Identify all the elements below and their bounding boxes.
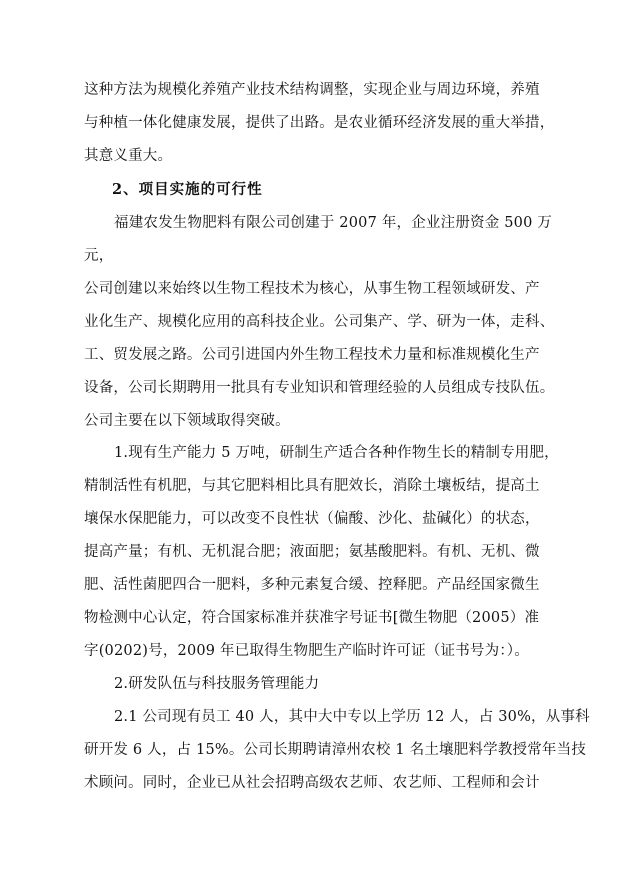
text-line: 元， (84, 248, 114, 264)
text-line: 字(0202)号，2009 年已取得生物肥生产临时许可证（证书号为：）。 (84, 643, 529, 659)
text-line: 公司创建以来始终以生物工程技术为核心，从事生物工程领域研发、产 (84, 281, 540, 297)
text-line: 与种植一体化健康发展，提供了出路。是农业循环经济发展的重大举措， (84, 115, 555, 131)
subsection-title: 2.研发队伍与科技服务管理能力 (114, 676, 320, 692)
text-line: 精制活性有机肥，与其它肥料相比具有肥效长，消除土壤板结，提高土 (84, 478, 540, 494)
text-line: 公司主要在以下领域取得突破。 (84, 413, 290, 429)
text-line: 工、贸发展之路。公司引进国内外生物工程技术力量和标准规模化生产 (84, 347, 540, 363)
text-line: 这种方法为规模化养殖产业技术结构调整，实现企业与周边环境，养殖 (84, 82, 540, 98)
text-line: 肥、活性菌肥四合一肥料，多种元素复合缓、控释肥。产品经国家微生 (84, 577, 540, 593)
text-line: 物检测中心认定，符合国家标准并获准字号证书[微生物肥（2005）准 (84, 610, 540, 626)
text-line: 提高产量；有机、无机混合肥；液面肥；氨基酸肥料。有机、无机、微 (84, 544, 540, 560)
text-line: 2.1 公司现有员工 40 人，其中大中专以上学历 12 人，占 30%，从事科 (114, 709, 590, 725)
section-heading: 2、项目实施的可行性 (112, 181, 263, 198)
text-line: 其意义重大。 (84, 148, 173, 164)
text-line: 术顾问。同时，企业已从社会招聘高级农艺师、农艺师、工程师和会计 (84, 775, 540, 791)
text-line: 研开发 6 人，占 15%。公司长期聘请漳州农校 1 名土壤肥料学教授常年当技 (84, 742, 587, 758)
text-line: 设备，公司长期聘用一批具有专业知识和管理经验的人员组成专技队伍。 (84, 380, 555, 396)
text-line: 1.现有生产能力 5 万吨，研制生产适合各种作物生长的精制专用肥， (114, 445, 559, 461)
text-line: 福建农发生物肥料有限公司创建于 2007 年，企业注册资金 500 万 (114, 215, 553, 231)
text-line: 壤保水保肥能力，可以改变不良性状（偏酸、沙化、盐碱化）的状态， (84, 511, 540, 527)
text-line: 业化生产、规模化应用的高科技企业。公司集产、学、研为一体，走科、 (84, 314, 555, 330)
